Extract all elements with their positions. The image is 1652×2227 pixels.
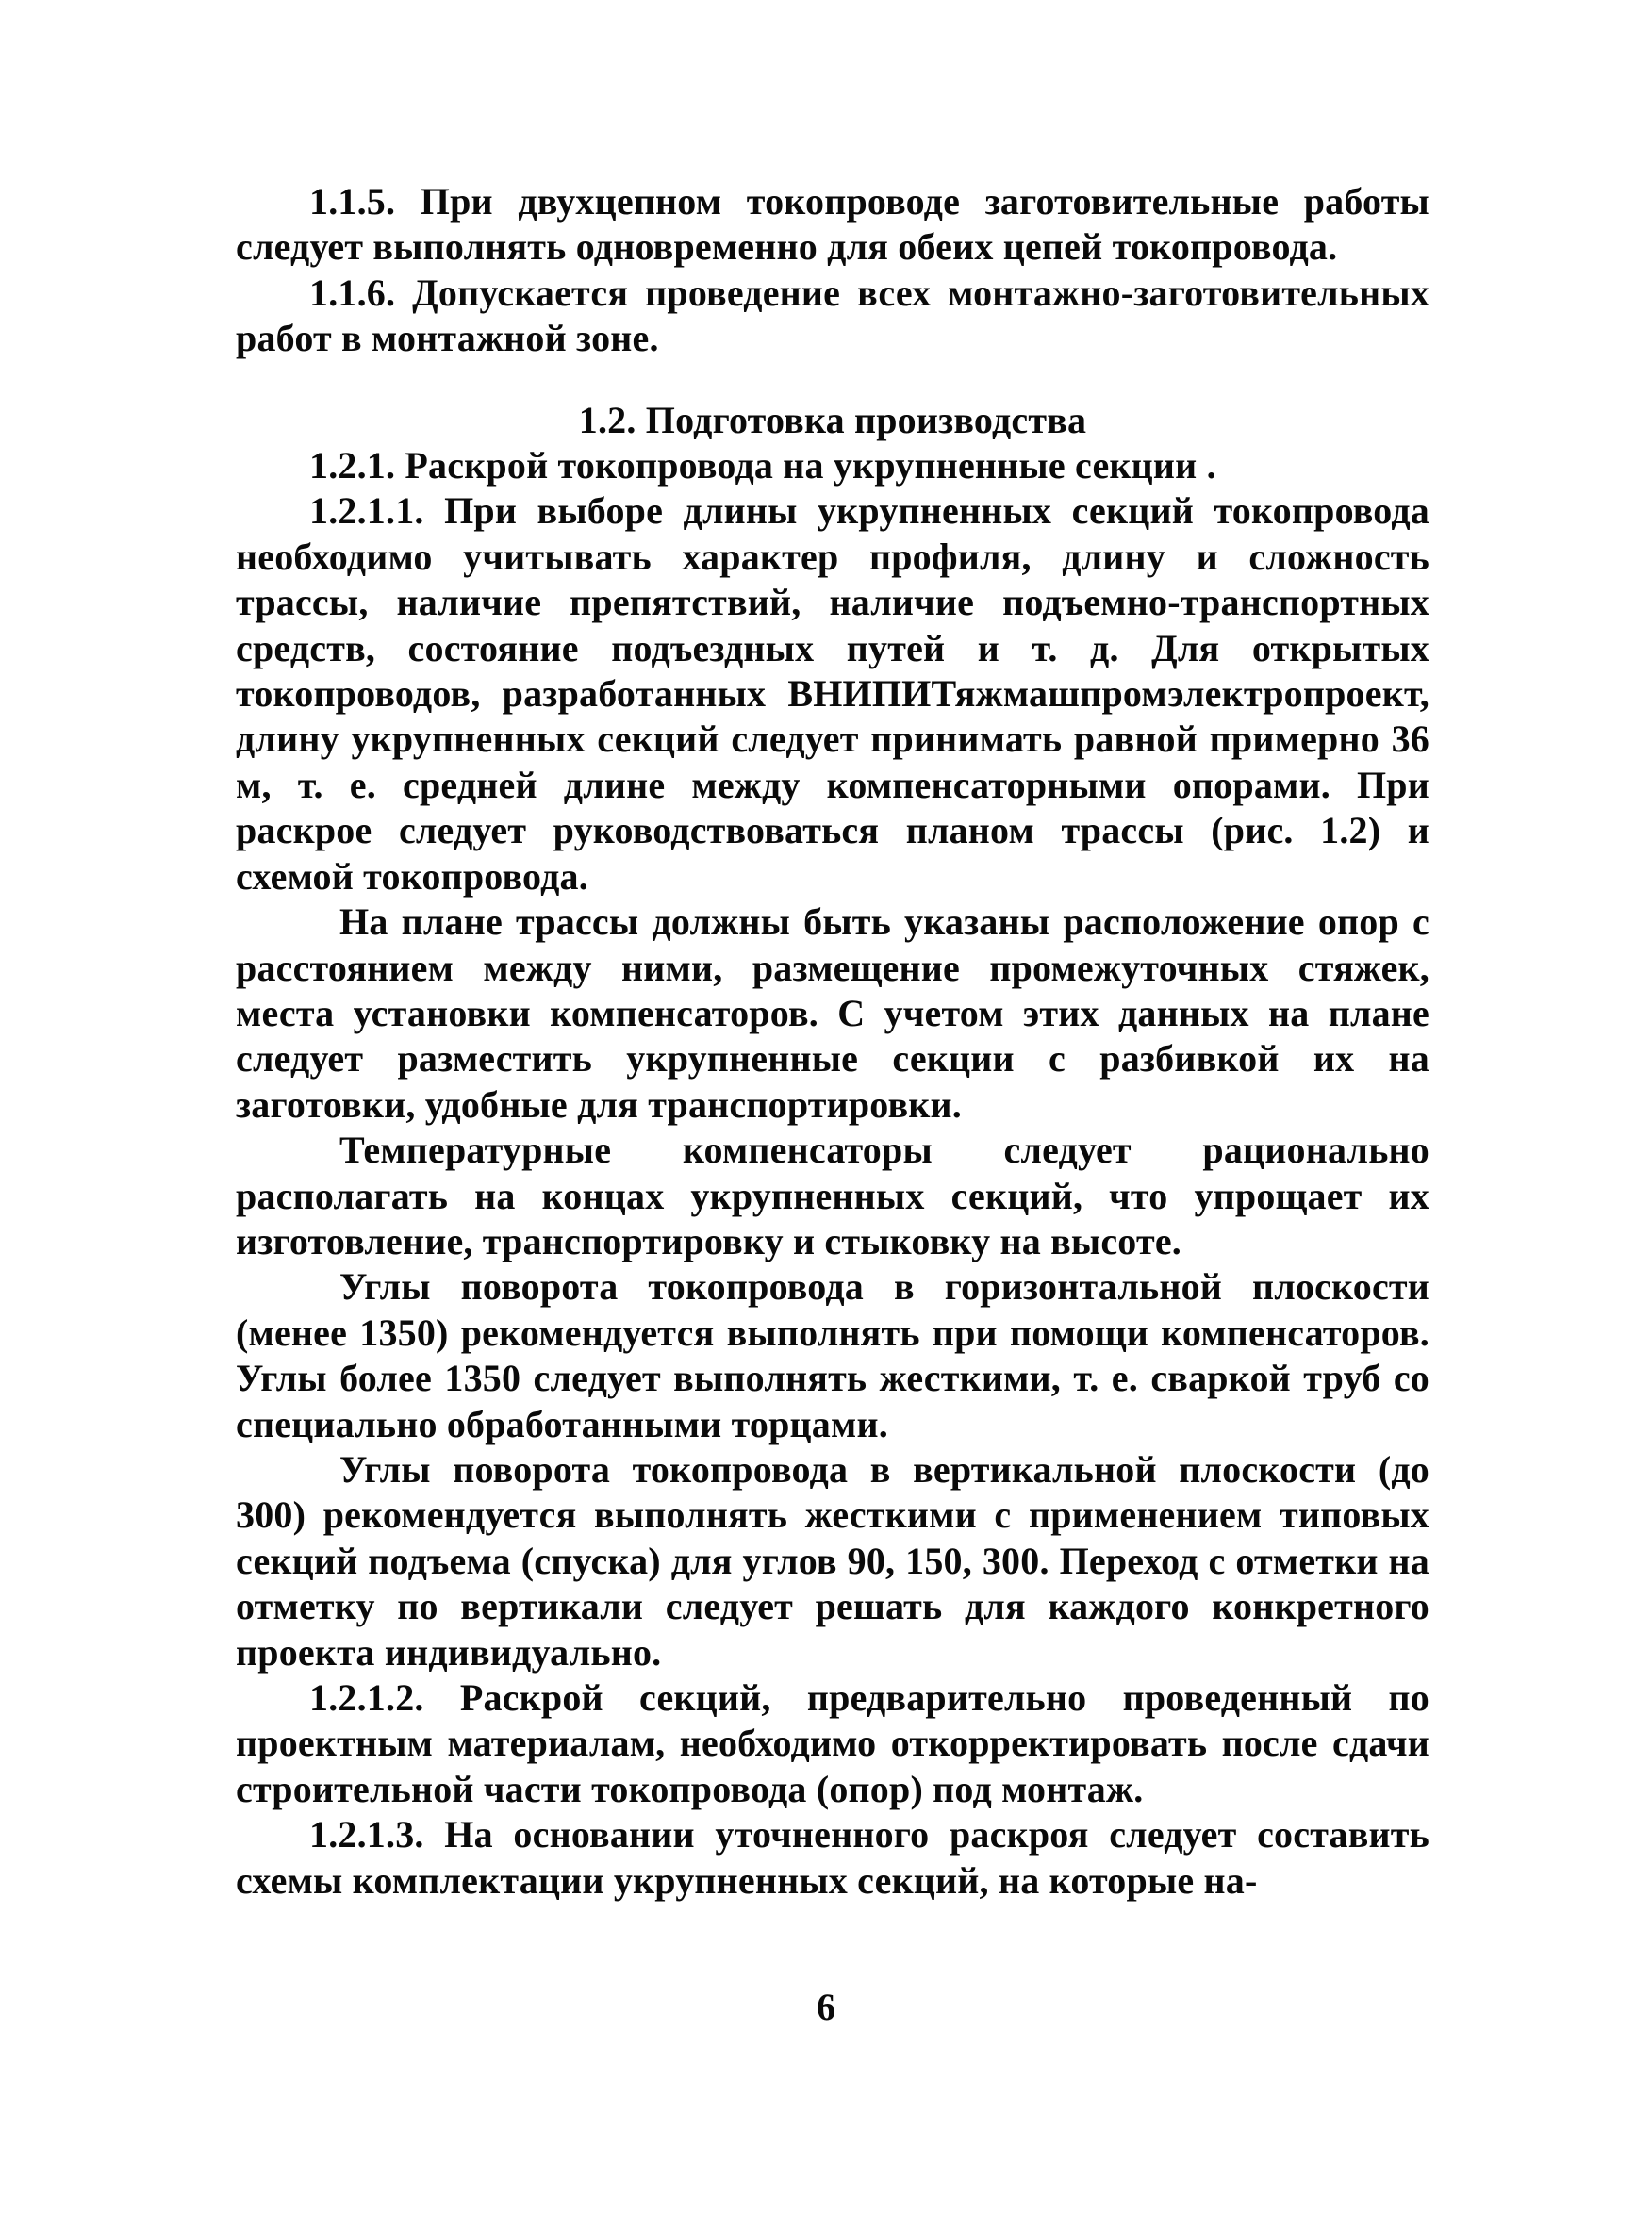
paragraph-horizontal-angles: Углы поворота токопровода в горизонтальной плоскости (менее 1350) рекомендуется выполнять при помощи компенсаторов. Углы более 1350 следует выполнять жесткими, т. е. сваркой труб со специально обработанными торцами. xyxy=(236,1265,1429,1445)
page-number: 6 xyxy=(817,1986,835,2028)
paragraph-1-2-1-1: 1.2.1.1. При выборе длины укрупненных секций токопровода необходимо учитывать характер профиля, длину и сложность трассы, наличие препятствий, наличие подъемно-транспортных средств, состояние подъездных путей и т. д. Для открытых токопроводов, разработанных ВНИПИТяжмашпромэлектропроект, длину укрупненных секций следует принимать равной примерно 36 м, т. е. средней длине между компенсаторными опорами. При раскрое следует руководствоваться планом трассы (рис. 1.2) и схемой токопровода. xyxy=(236,489,1429,898)
paragraph-1-2-1-2: 1.2.1.2. Раскрой секций, предварительно проведенный по проектным материалам, необходимо откорректировать после сдачи строительной части токопровода (опор) под монтаж. xyxy=(236,1676,1429,1810)
paragraph-vertical-angles: Углы поворота токопровода в вертикальной плоскости (до 300) рекомендуется выполнять жесткими с применением типовых секций подъема (спуска) для углов 90, 150, 300. Переход с отметки на отметку по вертикали следует решать для каждого конкретного проекта индивидуально. xyxy=(236,1447,1429,1674)
paragraph-1-2-1: 1.2.1. Раскрой токопровода на укрупненные секции . xyxy=(309,444,1216,487)
paragraph-temperature-compensators: Температурные компенсаторы следует рационально располагать на концах укрупненных секций, что упрощает их изготовление, транспортировку и стыковку на высоте. xyxy=(236,1129,1429,1262)
paragraph-1-2-1-3: 1.2.1.3. На основании уточненного раскроя следует составить схемы комплектации укрупненных секций, на которые на- xyxy=(236,1813,1429,1902)
paragraph-1-1-5: 1.1.5. При двухцепном токопроводе заготовительные работы следует выполнять одновременно для обеих цепей токопровода. xyxy=(236,180,1429,269)
paragraph-1-1-6: 1.1.6. Допускается проведение всех монтажно-заготовительных работ в монтажной зоне. xyxy=(236,271,1429,360)
section-heading: 1.2. Подготовка производства xyxy=(578,398,1087,441)
document-text xyxy=(236,179,1429,1904)
paragraph-route-plan: На плане трассы должны быть указаны расположение опор с расстоянием между ними, размещение промежуточных стяжек, места установки компенсаторов. С учетом этих данных на плане следует разместить укрупненные секции с разбивкой их на заготовки, удобные для транспортировки. xyxy=(236,900,1429,1126)
